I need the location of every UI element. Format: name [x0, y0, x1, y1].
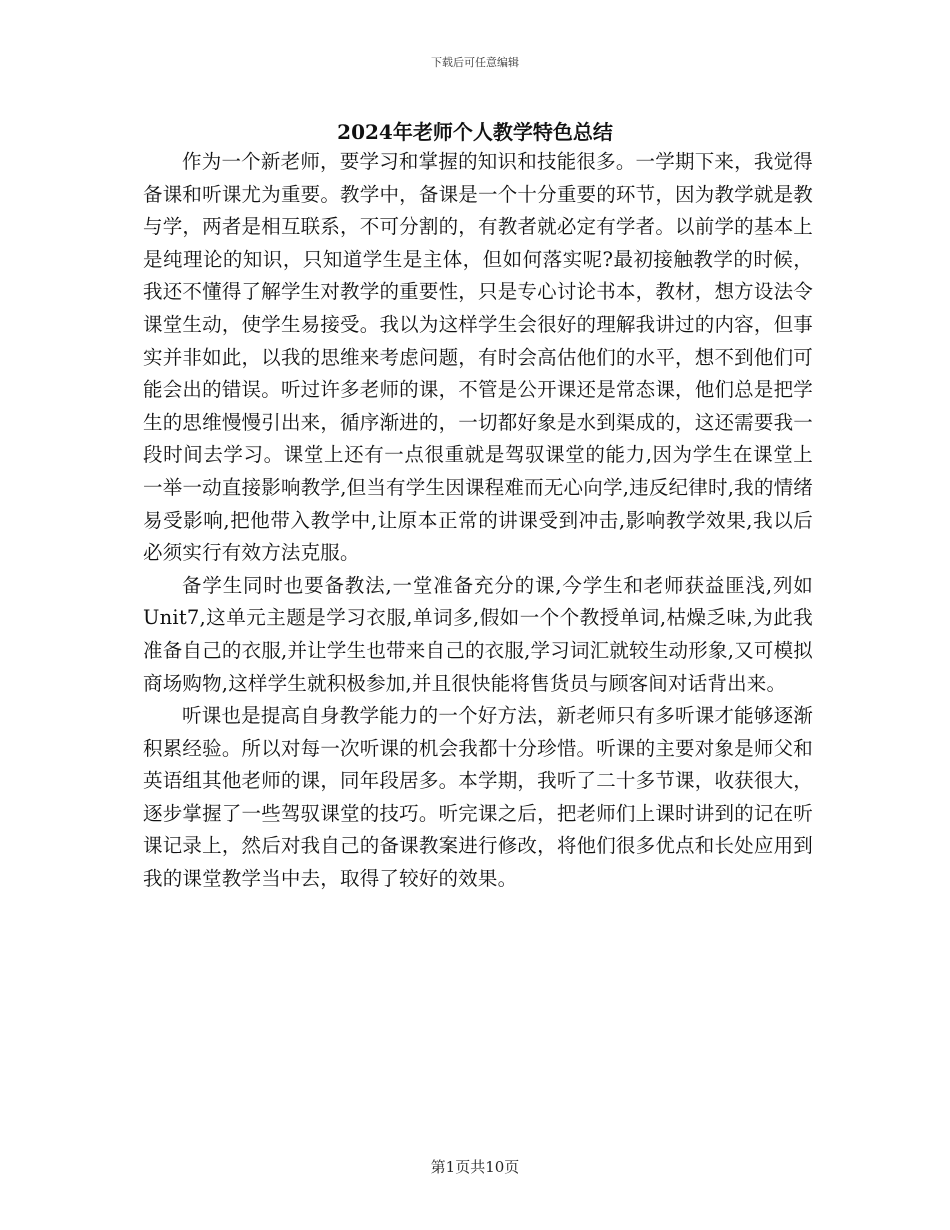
header-note: 下载后可任意编辑	[431, 56, 519, 69]
document-body	[143, 146, 813, 896]
body-paragraph: 听课也是提高自身教学能力的一个好方法，新老师只有多听课才能够逐渐积累经验。所以对每一次听课的机会我都十分珍惜。听课的主要对象是师父和英语组其他老师的课，同年段居多。本学期，我听了二十多节课，收获很大，逐步掌握了一些驾驭课堂的技巧。听完课之后，把老师们上课时讲到的记在听课记录上，然后对我自己的备课教案进行修改，将他们很多优点和长处应用到我的课堂教学当中去，取得了较好的效果。	[143, 704, 813, 891]
body-paragraph: 备学生同时也要备教法,一堂准备充分的课,今学生和老师获益匪浅,列如Unit7,这单元主题是学习衣服,单词多,假如一个个教授单词,枯燥乏味,为此我准备自己的衣服,并让学生也带来自己的衣服,学习词汇就较生动形象,又可模拟商场购物,这样学生就积极参加,并且很快能将售货员与顾客间对话背出来。	[143, 573, 813, 695]
document-title: 2024年老师个人教学特色总结	[337, 120, 613, 144]
page-number: 第1页共10页	[430, 1158, 520, 1176]
body-paragraph: 作为一个新老师，要学习和掌握的知识和技能很多。一学期下来，我觉得备课和听课尤为重要。教学中，备课是一个十分重要的环节，因为教学就是教与学，两者是相互联系，不可分割的，有教者就必定有学者。以前学的基本上是纯理论的知识，只知道学生是主体，但如何落实呢?最初接触教学的时候，我还不懂得了解学生对教学的重要性，只是专心讨论书本，教材，想方设法令课堂生动，使学生易接受。我以为这样学生会很好的理解我讲过的内容，但事实并非如此，以我的思维来考虑问题，有时会高估他们的水平，想不到他们可能会出的错误。听过许多老师的课，不管是公开课还是常态课，他们总是把学生的思维慢慢引出来，循序渐进的，一切都好象是水到渠成的，这还需要我一段时间去学习。课堂上还有一点很重就是驾驭课堂的能力,因为学生在课堂上一举一动直接影响教学,但当有学生因课程难而无心向学,违反纪律时,我的情绪易受影响,把他带入教学中,让原本正常的讲课受到冲击,影响教学效果,我以后必须实行有效方法克服。	[143, 150, 813, 565]
